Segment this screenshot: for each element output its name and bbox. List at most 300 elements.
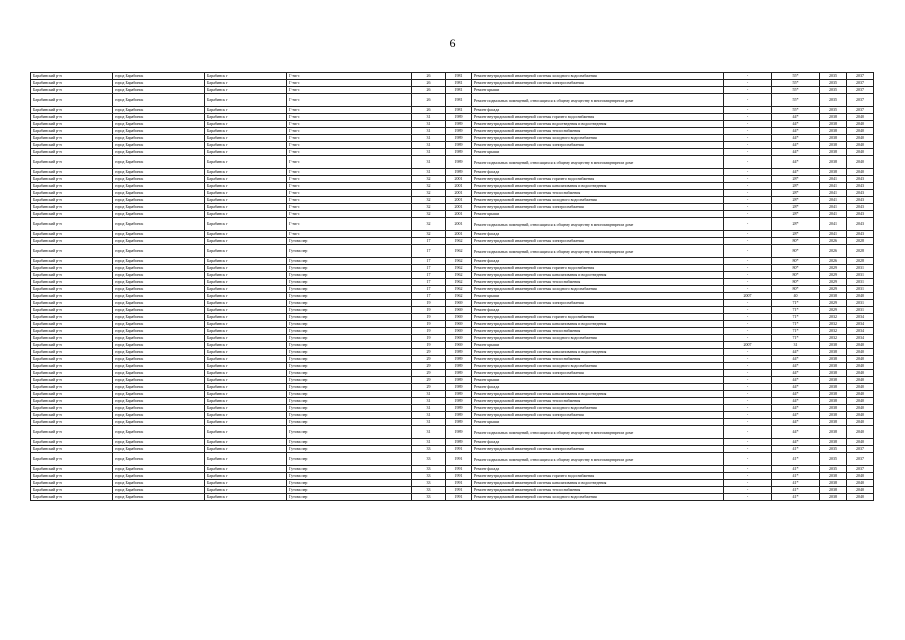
street-cell: Гутова пер — [287, 377, 412, 384]
plan-start-year-cell: 2041 — [820, 176, 847, 183]
plan-start-year-cell: 2038 — [820, 473, 847, 480]
plan-start-year-cell: 2038 — [820, 169, 847, 176]
locality-cell: Барабинск г — [205, 286, 287, 293]
table-row — [31, 211, 874, 218]
district-cell: Барабинский р-н — [31, 286, 113, 293]
plan-start-year-cell: 2035 — [820, 107, 847, 114]
wear-percent-cell: 44* — [772, 169, 820, 176]
built-year-cell: 1969 — [446, 321, 472, 328]
wear-percent-cell: 44* — [772, 121, 820, 128]
wear-percent-cell: 71* — [772, 328, 820, 335]
built-year-cell: 1989 — [446, 370, 472, 377]
work-type-cell: Ремонт подвальных помещений, относящихся к общему имуществу в многоквартирном доме — [472, 426, 724, 439]
table-row — [31, 245, 874, 258]
wear-percent-cell: 44* — [772, 363, 820, 370]
table-row — [31, 258, 874, 265]
house-number-cell: 19 — [412, 314, 446, 321]
built-year-cell: 1969 — [446, 328, 472, 335]
locality-cell: Барабинск г — [205, 114, 287, 121]
last-repair-year-cell: - — [724, 466, 772, 473]
built-year-cell: 1981 — [446, 107, 472, 114]
settlement-cell: город Барабинск — [113, 73, 205, 80]
locality-cell: Барабинск г — [205, 328, 287, 335]
last-repair-year-cell: - — [724, 321, 772, 328]
wear-percent-cell: 80* — [772, 279, 820, 286]
last-repair-year-cell: - — [724, 286, 772, 293]
last-repair-year-cell: - — [724, 190, 772, 197]
district-cell: Барабинский р-н — [31, 398, 113, 405]
street-cell: Гутова пер — [287, 363, 412, 370]
plan-end-year-cell: 2031 — [847, 286, 874, 293]
house-number-cell: 31 — [412, 419, 446, 426]
work-type-cell: Ремонт внутридомовой инженерной системы холодного водоснабжения — [472, 405, 724, 412]
plan-end-year-cell: 2037 — [847, 80, 874, 87]
last-repair-year-cell: - — [724, 176, 772, 183]
street-cell: Гутова пер — [287, 272, 412, 279]
street-cell: Гутова пер — [287, 349, 412, 356]
house-number-cell: 33 — [412, 446, 446, 453]
plan-start-year-cell: 2032 — [820, 335, 847, 342]
house-number-cell: 31 — [412, 439, 446, 446]
work-type-cell: Ремонт внутридомовой инженерной системы электроснабжения — [472, 80, 724, 87]
street-cell: Гутова пер — [287, 453, 412, 466]
plan-start-year-cell: 2041 — [820, 218, 847, 231]
plan-start-year-cell: 2029 — [820, 272, 847, 279]
table-row — [31, 176, 874, 183]
street-cell: Г-на-с — [287, 169, 412, 176]
plan-end-year-cell: 2040 — [847, 349, 874, 356]
last-repair-year-cell: 2007 — [724, 342, 772, 349]
work-type-cell: Ремонт внутридомовой инженерной системы канализования и водоотведения — [472, 349, 724, 356]
settlement-cell: город Барабинск — [113, 405, 205, 412]
built-year-cell: 1991 — [446, 466, 472, 473]
table-row — [31, 419, 874, 426]
work-type-cell: Ремонт внутридомовой инженерной системы электроснабжения — [472, 142, 724, 149]
locality-cell: Барабинск г — [205, 279, 287, 286]
wear-percent-cell: 80* — [772, 258, 820, 265]
built-year-cell: 1962 — [446, 279, 472, 286]
locality-cell: Барабинск г — [205, 377, 287, 384]
district-cell: Барабинский р-н — [31, 94, 113, 107]
street-cell: Гутова пер — [287, 439, 412, 446]
work-type-cell: Ремонт внутридомовой инженерной системы холодного водоснабжения — [472, 73, 724, 80]
plan-start-year-cell: 2038 — [820, 121, 847, 128]
plan-end-year-cell: 2040 — [847, 142, 874, 149]
wear-percent-cell: 71* — [772, 307, 820, 314]
table-row — [31, 293, 874, 300]
wear-percent-cell: 28* — [772, 183, 820, 190]
locality-cell: Барабинск г — [205, 426, 287, 439]
locality-cell: Барабинск г — [205, 190, 287, 197]
plan-start-year-cell: 2029 — [820, 300, 847, 307]
table-row — [31, 94, 874, 107]
work-type-cell: Ремонт фасада — [472, 107, 724, 114]
table-body — [31, 73, 874, 501]
work-type-cell: Ремонт фасада — [472, 307, 724, 314]
plan-start-year-cell: 2041 — [820, 183, 847, 190]
house-number-cell: 31 — [412, 156, 446, 169]
wear-percent-cell: 44* — [772, 142, 820, 149]
work-type-cell: Ремонт внутридомовой инженерной системы электроснабжения — [472, 204, 724, 211]
locality-cell: Барабинск г — [205, 107, 287, 114]
work-type-cell: Ремонт внутридомовой инженерной системы теплоснабжения — [472, 279, 724, 286]
work-type-cell: Ремонт внутридомовой инженерной системы теплоснабжения — [472, 487, 724, 494]
district-cell: Барабинский р-н — [31, 391, 113, 398]
district-cell: Барабинский р-н — [31, 238, 113, 245]
house-number-cell: 32 — [412, 190, 446, 197]
house-number-cell: 32 — [412, 218, 446, 231]
plan-start-year-cell: 2038 — [820, 363, 847, 370]
last-repair-year-cell: - — [724, 183, 772, 190]
plan-end-year-cell: 2034 — [847, 335, 874, 342]
district-cell: Барабинский р-н — [31, 135, 113, 142]
built-year-cell: 1991 — [446, 446, 472, 453]
settlement-cell: город Барабинск — [113, 307, 205, 314]
district-cell: Барабинский р-н — [31, 412, 113, 419]
table-row — [31, 183, 874, 190]
wear-percent-cell: 28* — [772, 211, 820, 218]
plan-start-year-cell: 2038 — [820, 487, 847, 494]
street-cell: Г-на-с — [287, 87, 412, 94]
table-row — [31, 466, 874, 473]
street-cell: Гутова пер — [287, 391, 412, 398]
plan-start-year-cell: 2038 — [820, 142, 847, 149]
locality-cell: Барабинск г — [205, 307, 287, 314]
table-row — [31, 356, 874, 363]
plan-start-year-cell: 2032 — [820, 328, 847, 335]
locality-cell: Барабинск г — [205, 211, 287, 218]
locality-cell: Барабинск г — [205, 80, 287, 87]
work-type-cell: Ремонт внутридомовой инженерной системы холодного водоснабжения — [472, 335, 724, 342]
table-row — [31, 142, 874, 149]
last-repair-year-cell: - — [724, 363, 772, 370]
district-cell: Барабинский р-н — [31, 197, 113, 204]
house-number-cell: 31 — [412, 121, 446, 128]
work-type-cell: Ремонт внутридомовой инженерной системы канализования и водоотведения — [472, 272, 724, 279]
district-cell: Барабинский р-н — [31, 142, 113, 149]
plan-end-year-cell: 2043 — [847, 204, 874, 211]
settlement-cell: город Барабинск — [113, 439, 205, 446]
house-number-cell: 31 — [412, 426, 446, 439]
table-row — [31, 342, 874, 349]
plan-end-year-cell: 2040 — [847, 398, 874, 405]
built-year-cell: 1989 — [446, 356, 472, 363]
district-cell: Барабинский р-н — [31, 335, 113, 342]
last-repair-year-cell: - — [724, 356, 772, 363]
plan-end-year-cell: 2034 — [847, 328, 874, 335]
locality-cell: Барабинск г — [205, 446, 287, 453]
house-number-cell: 29 — [412, 384, 446, 391]
work-type-cell: Ремонт подвальных помещений, относящихся к общему имуществу в многоквартирном доме — [472, 156, 724, 169]
wear-percent-cell: 71* — [772, 335, 820, 342]
plan-end-year-cell: 2040 — [847, 419, 874, 426]
built-year-cell: 1962 — [446, 265, 472, 272]
locality-cell: Барабинск г — [205, 149, 287, 156]
house-number-cell: 32 — [412, 197, 446, 204]
wear-percent-cell: 44* — [772, 356, 820, 363]
plan-start-year-cell: 2038 — [820, 156, 847, 169]
last-repair-year-cell: - — [724, 73, 772, 80]
locality-cell: Барабинск г — [205, 204, 287, 211]
house-number-cell: 31 — [412, 412, 446, 419]
work-type-cell: Ремонт внутридомовой инженерной системы теплоснабжения — [472, 356, 724, 363]
wear-percent-cell: 44* — [772, 419, 820, 426]
house-number-cell: 29 — [412, 349, 446, 356]
table-row — [31, 307, 874, 314]
last-repair-year-cell: - — [724, 412, 772, 419]
locality-cell: Барабинск г — [205, 494, 287, 501]
house-number-cell: 31 — [412, 398, 446, 405]
page-number: 6 — [449, 36, 456, 50]
house-number-cell: 32 — [412, 176, 446, 183]
settlement-cell: город Барабинск — [113, 473, 205, 480]
district-cell: Барабинский р-н — [31, 480, 113, 487]
last-repair-year-cell: - — [724, 391, 772, 398]
settlement-cell: город Барабинск — [113, 121, 205, 128]
settlement-cell: город Барабинск — [113, 80, 205, 87]
locality-cell: Барабинск г — [205, 87, 287, 94]
wear-percent-cell: 80* — [772, 286, 820, 293]
house-number-cell: 17 — [412, 286, 446, 293]
wear-percent-cell: 41* — [772, 446, 820, 453]
settlement-cell: город Барабинск — [113, 286, 205, 293]
house-number-cell: 31 — [412, 391, 446, 398]
work-type-cell: Ремонт подвальных помещений, относящихся к общему имуществу в многоквартирном доме — [472, 245, 724, 258]
settlement-cell: город Барабинск — [113, 238, 205, 245]
built-year-cell: 1989 — [446, 419, 472, 426]
table-row — [31, 473, 874, 480]
built-year-cell: 1989 — [446, 363, 472, 370]
plan-start-year-cell: 2029 — [820, 265, 847, 272]
built-year-cell: 1981 — [446, 73, 472, 80]
plan-end-year-cell: 2031 — [847, 265, 874, 272]
work-type-cell: Ремонт внутридомовой инженерной системы холодного водоснабжения — [472, 363, 724, 370]
plan-end-year-cell: 2043 — [847, 190, 874, 197]
house-number-cell: 26 — [412, 94, 446, 107]
built-year-cell: 2001 — [446, 183, 472, 190]
built-year-cell: 2001 — [446, 190, 472, 197]
locality-cell: Барабинск г — [205, 473, 287, 480]
wear-percent-cell: 55* — [772, 87, 820, 94]
last-repair-year-cell: - — [724, 487, 772, 494]
repair-schedule-table — [30, 72, 874, 501]
street-cell: Г-на-с — [287, 128, 412, 135]
wear-percent-cell: 28* — [772, 231, 820, 238]
last-repair-year-cell: - — [724, 384, 772, 391]
built-year-cell: 1991 — [446, 453, 472, 466]
last-repair-year-cell: - — [724, 328, 772, 335]
work-type-cell: Ремонт внутридомовой инженерной системы электроснабжения — [472, 370, 724, 377]
plan-end-year-cell: 2031 — [847, 279, 874, 286]
table-row — [31, 80, 874, 87]
house-number-cell: 29 — [412, 370, 446, 377]
locality-cell: Барабинск г — [205, 197, 287, 204]
settlement-cell: город Барабинск — [113, 487, 205, 494]
table-row — [31, 335, 874, 342]
wear-percent-cell: 44* — [772, 384, 820, 391]
district-cell: Барабинский р-н — [31, 80, 113, 87]
plan-start-year-cell: 2038 — [820, 149, 847, 156]
district-cell: Барабинский р-н — [31, 121, 113, 128]
settlement-cell: город Барабинск — [113, 265, 205, 272]
settlement-cell: город Барабинск — [113, 342, 205, 349]
table-row — [31, 377, 874, 384]
wear-percent-cell: 80* — [772, 245, 820, 258]
settlement-cell: город Барабинск — [113, 190, 205, 197]
built-year-cell: 1989 — [446, 121, 472, 128]
district-cell: Барабинский р-н — [31, 370, 113, 377]
street-cell: Гутова пер — [287, 293, 412, 300]
settlement-cell: город Барабинск — [113, 183, 205, 190]
table-row — [31, 73, 874, 80]
last-repair-year-cell: - — [724, 204, 772, 211]
locality-cell: Барабинск г — [205, 439, 287, 446]
table-row — [31, 204, 874, 211]
plan-end-year-cell: 2037 — [847, 107, 874, 114]
locality-cell: Барабинск г — [205, 370, 287, 377]
plan-end-year-cell: 2031 — [847, 300, 874, 307]
settlement-cell: город Барабинск — [113, 114, 205, 121]
wear-percent-cell: 28* — [772, 204, 820, 211]
work-type-cell: Ремонт внутридомовой инженерной системы теплоснабжения — [472, 328, 724, 335]
built-year-cell: 1989 — [446, 439, 472, 446]
street-cell: Г-на-с — [287, 142, 412, 149]
plan-start-year-cell: 2035 — [820, 80, 847, 87]
built-year-cell: 1989 — [446, 114, 472, 121]
locality-cell: Барабинск г — [205, 356, 287, 363]
house-number-cell: 33 — [412, 480, 446, 487]
house-number-cell: 19 — [412, 342, 446, 349]
district-cell: Барабинский р-н — [31, 419, 113, 426]
plan-end-year-cell: 2040 — [847, 377, 874, 384]
district-cell: Барабинский р-н — [31, 494, 113, 501]
house-number-cell: 26 — [412, 87, 446, 94]
settlement-cell: город Барабинск — [113, 300, 205, 307]
last-repair-year-cell: - — [724, 128, 772, 135]
plan-start-year-cell: 2038 — [820, 114, 847, 121]
work-type-cell: Ремонт фасада — [472, 439, 724, 446]
settlement-cell: город Барабинск — [113, 135, 205, 142]
last-repair-year-cell: - — [724, 169, 772, 176]
table-row — [31, 314, 874, 321]
house-number-cell: 31 — [412, 114, 446, 121]
plan-start-year-cell: 2041 — [820, 197, 847, 204]
plan-start-year-cell: 2038 — [820, 405, 847, 412]
work-type-cell: Ремонт крыши — [472, 293, 724, 300]
wear-percent-cell: 44* — [772, 135, 820, 142]
last-repair-year-cell: - — [724, 245, 772, 258]
built-year-cell: 1981 — [446, 80, 472, 87]
house-number-cell: 17 — [412, 265, 446, 272]
wear-percent-cell: 41* — [772, 487, 820, 494]
built-year-cell: 1989 — [446, 149, 472, 156]
built-year-cell: 1989 — [446, 135, 472, 142]
plan-start-year-cell: 2038 — [820, 370, 847, 377]
built-year-cell: 1989 — [446, 426, 472, 439]
plan-start-year-cell: 2038 — [820, 391, 847, 398]
built-year-cell: 1981 — [446, 94, 472, 107]
built-year-cell: 2001 — [446, 218, 472, 231]
locality-cell: Барабинск г — [205, 349, 287, 356]
built-year-cell: 1991 — [446, 480, 472, 487]
plan-start-year-cell: 2035 — [820, 73, 847, 80]
plan-start-year-cell: 2041 — [820, 231, 847, 238]
plan-start-year-cell: 2038 — [820, 480, 847, 487]
last-repair-year-cell: - — [724, 300, 772, 307]
street-cell: Гутова пер — [287, 466, 412, 473]
house-number-cell: 33 — [412, 494, 446, 501]
plan-start-year-cell: 2038 — [820, 356, 847, 363]
table-row — [31, 128, 874, 135]
work-type-cell: Ремонт подвальных помещений, относящихся к общему имуществу в многоквартирном доме — [472, 94, 724, 107]
locality-cell: Барабинск г — [205, 94, 287, 107]
plan-start-year-cell: 2041 — [820, 204, 847, 211]
work-type-cell: Ремонт внутридомовой инженерной системы водоотведения и водоотведения — [472, 121, 724, 128]
house-number-cell: 17 — [412, 258, 446, 265]
last-repair-year-cell: - — [724, 258, 772, 265]
settlement-cell: город Барабинск — [113, 204, 205, 211]
last-repair-year-cell: - — [724, 439, 772, 446]
last-repair-year-cell: - — [724, 107, 772, 114]
wear-percent-cell: 44* — [772, 377, 820, 384]
plan-end-year-cell: 2028 — [847, 258, 874, 265]
last-repair-year-cell: - — [724, 265, 772, 272]
house-number-cell: 19 — [412, 321, 446, 328]
street-cell: Г-на-с — [287, 73, 412, 80]
house-number-cell: 32 — [412, 211, 446, 218]
built-year-cell: 1962 — [446, 245, 472, 258]
wear-percent-cell: 44* — [772, 349, 820, 356]
street-cell: Гутова пер — [287, 426, 412, 439]
house-number-cell: 29 — [412, 356, 446, 363]
settlement-cell: город Барабинск — [113, 466, 205, 473]
wear-percent-cell: 41* — [772, 473, 820, 480]
locality-cell: Барабинск г — [205, 391, 287, 398]
wear-percent-cell: 44* — [772, 405, 820, 412]
plan-start-year-cell: 2029 — [820, 307, 847, 314]
work-type-cell: Ремонт фасада — [472, 169, 724, 176]
locality-cell: Барабинск г — [205, 258, 287, 265]
street-cell: Г-на-с — [287, 204, 412, 211]
street-cell: Гутова пер — [287, 356, 412, 363]
plan-end-year-cell: 2037 — [847, 73, 874, 80]
work-type-cell: Ремонт фасада — [472, 466, 724, 473]
house-number-cell: 32 — [412, 183, 446, 190]
plan-end-year-cell: 2034 — [847, 321, 874, 328]
district-cell: Барабинский р-н — [31, 218, 113, 231]
table-row — [31, 405, 874, 412]
last-repair-year-cell: - — [724, 135, 772, 142]
built-year-cell: 1989 — [446, 377, 472, 384]
table-row — [31, 197, 874, 204]
plan-end-year-cell: 2040 — [847, 293, 874, 300]
work-type-cell: Ремонт внутридомовой инженерной системы канализования и водоотведения — [472, 391, 724, 398]
built-year-cell: 2001 — [446, 231, 472, 238]
settlement-cell: город Барабинск — [113, 272, 205, 279]
work-type-cell: Ремонт внутридомовой инженерной системы канализования и водоотведения — [472, 480, 724, 487]
last-repair-year-cell: - — [724, 446, 772, 453]
plan-start-year-cell: 2038 — [820, 439, 847, 446]
last-repair-year-cell: - — [724, 426, 772, 439]
locality-cell: Барабинск г — [205, 419, 287, 426]
locality-cell: Барабинск г — [205, 218, 287, 231]
district-cell: Барабинский р-н — [31, 439, 113, 446]
district-cell: Барабинский р-н — [31, 349, 113, 356]
table-row — [31, 328, 874, 335]
plan-end-year-cell: 2028 — [847, 245, 874, 258]
plan-start-year-cell: 2038 — [820, 128, 847, 135]
street-cell: Г-на-с — [287, 156, 412, 169]
